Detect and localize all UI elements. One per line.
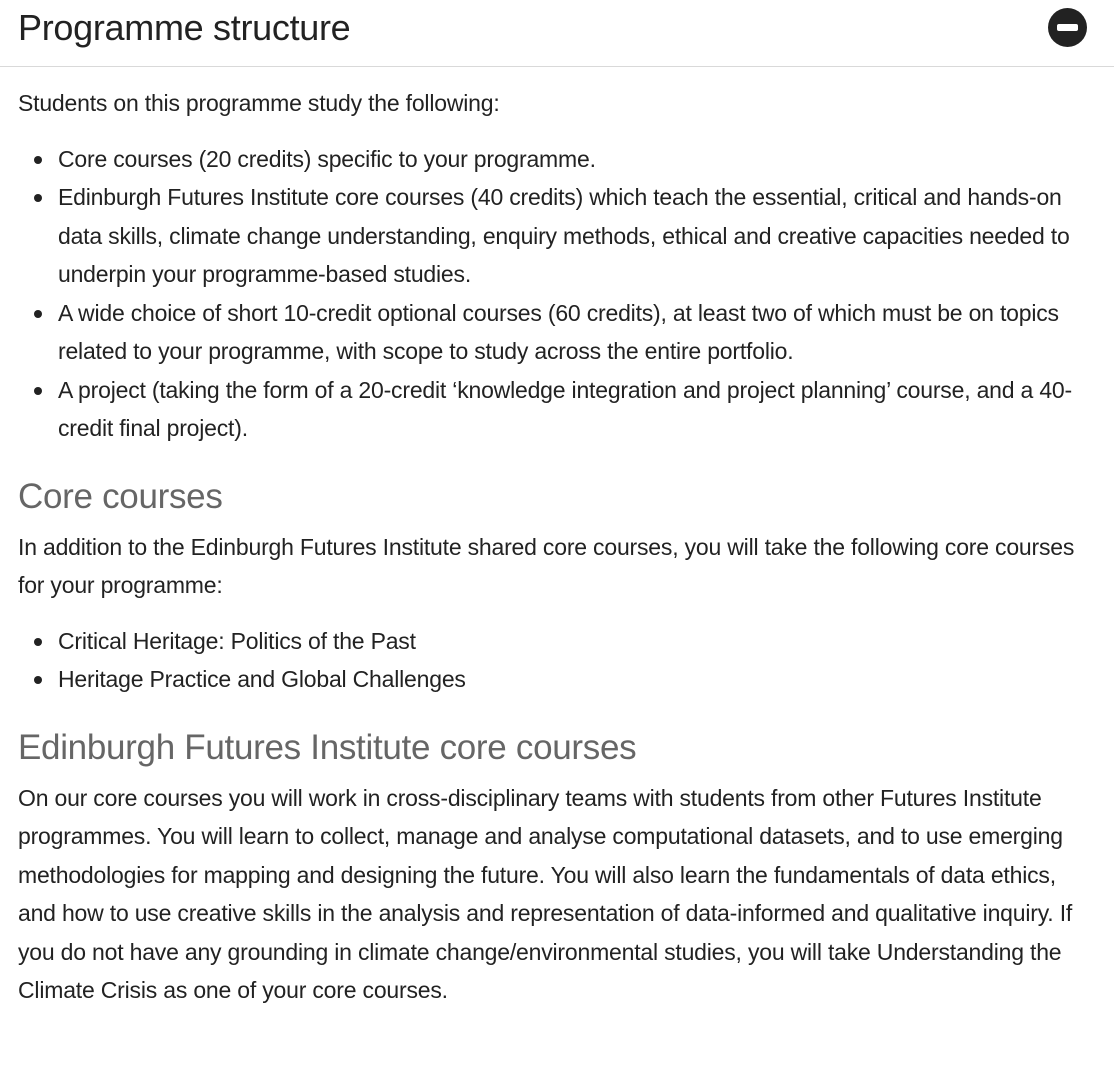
programme-components-list bbox=[18, 140, 1096, 448]
collapse-icon[interactable] bbox=[1048, 8, 1087, 47]
efi-core-courses-paragraph: On our core courses you will work in cross-disciplinary teams with students from other Futures Institute programmes. You will learn to collect, manage and analyse computational datasets, and to use emerging methodologies for mapping and designing the future. You will also learn the fundamentals of data ethics, and how to use creative skills in the analysis and representation of data-informed and qualitative inquiry. If you do not have any grounding in climate change/environmental studies, you will take Understanding the Climate Crisis as one of your core courses. bbox=[18, 784, 1073, 1003]
list-item: Core courses (20 credits) specific to your programme. bbox=[58, 140, 1096, 179]
core-courses-paragraph: In addition to the Edinburgh Futures Institute shared core courses, you will take the following core courses for your programme: bbox=[18, 533, 1075, 598]
list-item: A project (taking the form of a 20-credit ‘knowledge integration and project planning’ course, and a 40-credit final project). bbox=[58, 371, 1096, 448]
list-item: Critical Heritage: Politics of the Past bbox=[58, 622, 1096, 661]
efi-core-courses-heading: Edinburgh Futures Institute core courses bbox=[18, 727, 637, 767]
list-item: A wide choice of short 10-credit optional courses (60 credits), at least two of which must be on topics related to your programme, with scope to study across the entire portfolio. bbox=[58, 294, 1096, 371]
minus-icon bbox=[1057, 24, 1078, 31]
list-item: Edinburgh Futures Institute core courses (40 credits) which teach the essential, critical and hands-on data skills, climate change understanding, enquiry methods, ethical and creative capacities needed to underpin your programme-based studies. bbox=[58, 178, 1096, 294]
core-courses-heading: Core courses bbox=[18, 476, 223, 516]
intro-paragraph: Students on this programme study the following: bbox=[18, 90, 500, 116]
core-courses-list bbox=[18, 622, 1096, 699]
page-title: Programme structure bbox=[18, 7, 351, 48]
accordion-content bbox=[18, 84, 1096, 1027]
list-item: Heritage Practice and Global Challenges bbox=[58, 660, 1096, 699]
accordion-header[interactable] bbox=[0, 0, 1114, 67]
